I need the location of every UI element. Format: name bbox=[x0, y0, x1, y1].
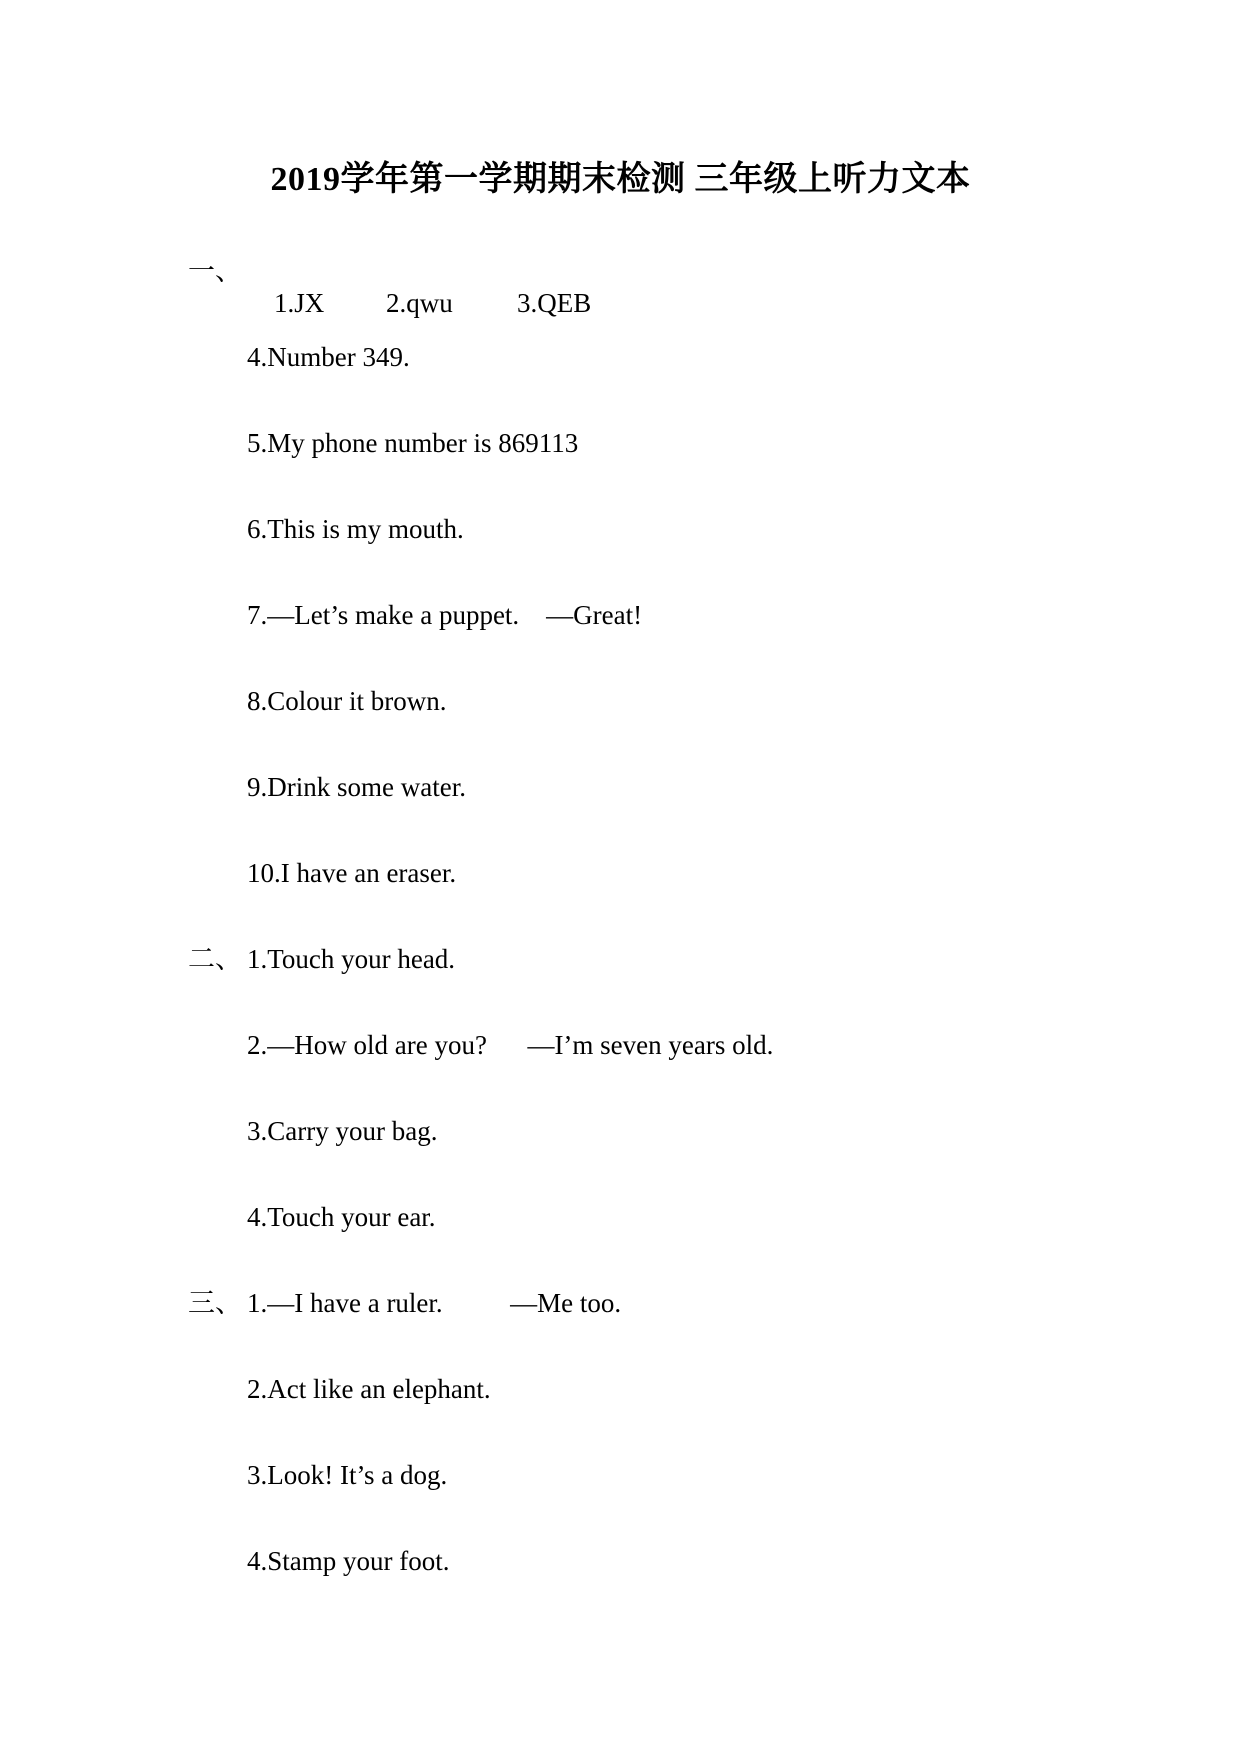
page-title: 2019学年第一学期期末检测 三年级上听力文本 bbox=[270, 161, 971, 198]
section-1-row-1 bbox=[247, 255, 591, 351]
section-1-item-9: 9.Drink some water. bbox=[247, 772, 466, 802]
section-1-item-4: 4.Number 349. bbox=[247, 342, 410, 372]
section-3-item-3: 3.Look! It’s a dog. bbox=[247, 1460, 448, 1490]
section-1-marker: 一、 bbox=[188, 256, 242, 286]
section-1-item-3: 3.QEB bbox=[517, 288, 592, 318]
section-2-marker: 二、 bbox=[188, 944, 242, 974]
section-3-item-2: 2.Act like an elephant. bbox=[247, 1374, 491, 1404]
section-3-marker: 三、 bbox=[188, 1288, 242, 1318]
section-2-item-2: 2.—How old are you? —I’m seven years old. bbox=[247, 1030, 774, 1060]
section-1-item-8: 8.Colour it brown. bbox=[247, 686, 447, 716]
section-1-item-10: 10.I have an eraser. bbox=[247, 858, 457, 888]
section-3-item-4: 4.Stamp your foot. bbox=[247, 1546, 450, 1576]
section-2-item-4: 4.Touch your ear. bbox=[247, 1202, 436, 1232]
section-1-item-6: 6.This is my mouth. bbox=[247, 514, 464, 544]
section-2-item-3: 3.Carry your bag. bbox=[247, 1116, 438, 1146]
section-2-item-1: 1.Touch your head. bbox=[247, 944, 456, 974]
section-1-item-2: 2.qwu bbox=[386, 288, 453, 318]
section-3-item-1: 1.—I have a ruler. —Me too. bbox=[247, 1288, 622, 1318]
section-1-item-1: 1.JX bbox=[274, 288, 325, 318]
section-1-item-5: 5.My phone number is 869113 bbox=[247, 428, 579, 458]
section-1-item-7: 7.—Let’s make a puppet. —Great! bbox=[247, 600, 643, 630]
